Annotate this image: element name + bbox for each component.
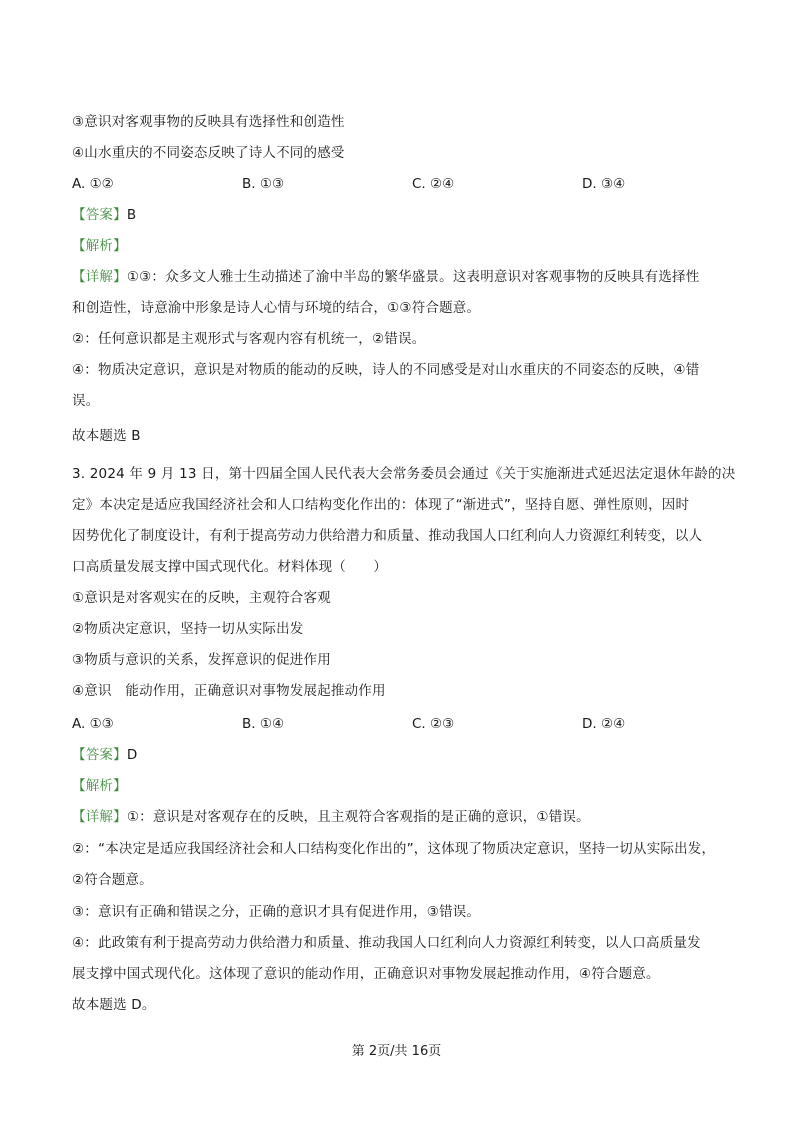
q2-options <box>72 175 712 193</box>
q3-answer <box>72 746 137 764</box>
q2-detail-text-1: ①③：众多文人雅士生动描述了渝中半岛的繁华盛景。这表明意识对客观事物的反映具有选择性 <box>126 269 700 285</box>
q2-item-4: ④山水重庆的不同姿态反映了诗人不同的感受 <box>72 145 345 161</box>
q3-detail-label: 【详解】 <box>72 809 127 825</box>
q3-stem-line-4: 口高质量发展支撑中国式现代化。材料体现（ ） <box>72 559 388 575</box>
q3-analysis-label <box>72 777 127 795</box>
q3-conclusion: 故本题选 D。 <box>72 997 156 1013</box>
q3-option-a: A. ①③ <box>72 716 114 732</box>
q3-stem-line-3: 因势优化了制度设计，有利于提高劳动力供给潜力和质量、推动我国人口红利向人力资源红利转变，以人 <box>72 528 703 544</box>
q2-option-b: B. ①③ <box>242 176 285 192</box>
q3-option-b: B. ①④ <box>242 716 285 732</box>
q3-stem-line-2: 定》本决定是适应我国经济社会和人口结构变化作出的：体现了“渐进式”，坚持自愿、弹性原则，因时 <box>72 497 690 513</box>
q3-stem-line-1: 3. 2024 年 9 月 13 日，第十四届全国人民代表大会常务委员会通过《关于实施渐进式延迟法定退休年龄的决 <box>72 466 736 482</box>
q3-item-3: ③物质与意识的关系，发挥意识的促进作用 <box>72 652 331 668</box>
q2-option-a: A. ①② <box>72 176 114 192</box>
q3-detail-line-3: ②符合题意。 <box>72 872 153 888</box>
q3-analysis-tag: 【解析】 <box>72 778 127 794</box>
q3-detail-line-4: ③：意识有正确和错误之分，正确的意识才具有促进作用，③错误。 <box>72 904 481 920</box>
q3-item-2: ②物质决定意识，坚持一切从实际出发 <box>72 621 304 637</box>
q3-options <box>72 715 712 733</box>
q3-answer-value: D <box>126 747 138 763</box>
page-number-footer: 第 2页/共 16页 <box>351 1044 442 1059</box>
q3-option-d: D. ②④ <box>582 716 626 732</box>
q3-detail-line-2: ②：“本决定是适应我国经济社会和人口结构变化作出的”，这体现了物质决定意识，坚持一切从实际出发， <box>72 841 716 857</box>
q3-detail-line-5: ④：此政策有利于提高劳动力供给潜力和质量、推动我国人口红利向人力资源红利转变，以人口高质量发 <box>72 935 701 951</box>
q3-option-c: C. ②③ <box>412 716 455 732</box>
q2-detail-label: 【详解】 <box>72 269 127 285</box>
q3-item-4: ④意识 能动作用，正确意识对事物发展起推动作用 <box>72 683 386 699</box>
q2-item-3: ③意识对客观事物的反映具有选择性和创造性 <box>72 114 345 130</box>
q2-analysis-tag: 【解析】 <box>72 238 127 254</box>
q3-item-1: ①意识是对客观实在的反映，主观符合客观 <box>72 590 331 606</box>
q2-answer-label: 【答案】 <box>72 207 127 223</box>
q2-answer <box>72 206 136 224</box>
q3-detail-line-1 <box>72 808 590 826</box>
q2-option-c: C. ②④ <box>412 176 455 192</box>
q2-analysis-label <box>72 237 127 255</box>
q2-detail-line-4: ④：物质决定意识，意识是对物质的能动的反映，诗人的不同感受是对山水重庆的不同姿态的反映，④错 <box>72 362 700 378</box>
q2-detail-line-3: ②：任何意识都是主观形式与客观内容有机统一，②错误。 <box>72 331 426 347</box>
q2-detail-line-5: 误。 <box>72 393 100 409</box>
q3-detail-line-6: 展支撑中国式现代化。这体现了意识的能动作用，正确意识对事物发展起推动作用，④符合题意。 <box>72 966 660 982</box>
q2-detail-line-2: 和创造性，诗意渝中形象是诗人心情与环境的结合，①③符合题意。 <box>72 300 481 316</box>
q3-answer-label: 【答案】 <box>72 747 127 763</box>
q2-answer-value: B <box>126 207 137 223</box>
q2-option-d: D. ③④ <box>582 176 626 192</box>
q3-detail-text-1: ①：意识是对客观存在的反映，且主观符合客观指的是正确的意识，①错误。 <box>126 809 590 825</box>
q2-conclusion: 故本题选 B <box>72 428 141 444</box>
q2-detail-line-1 <box>72 268 699 286</box>
